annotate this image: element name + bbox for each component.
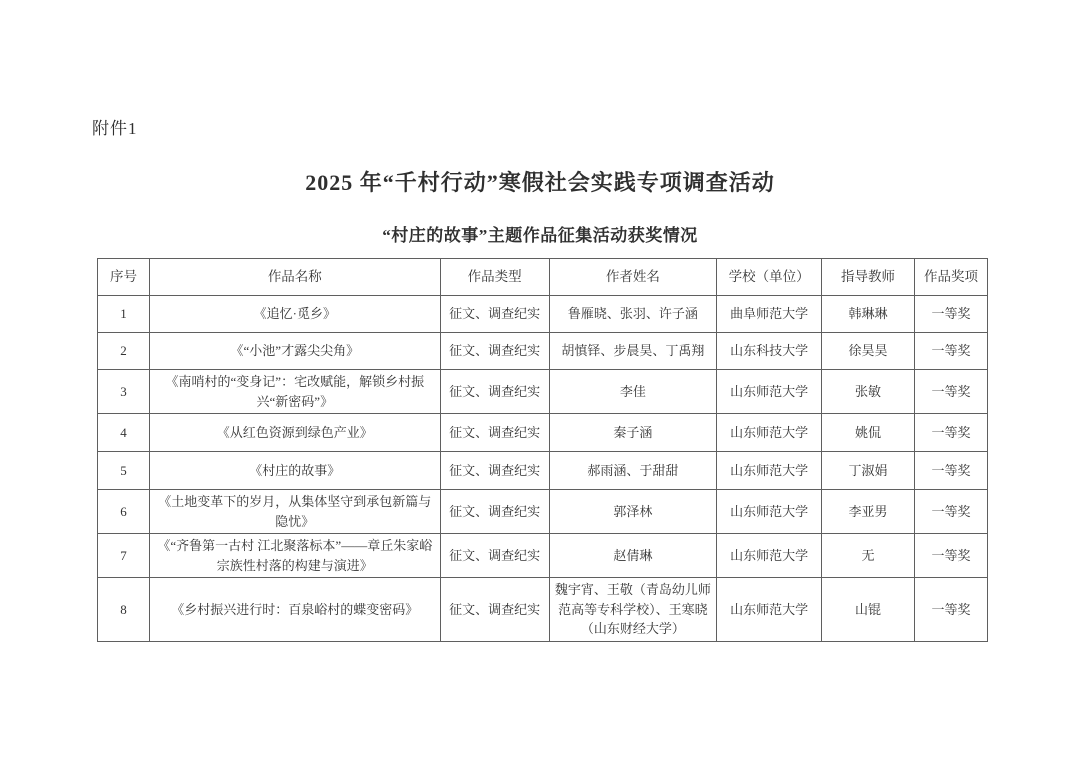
table-cell: 山东师范大学: [717, 578, 822, 642]
column-header: 作品奖项: [914, 259, 987, 296]
table-cell: 《南哨村的“变身记”：宅改赋能，解锁乡村振兴“新密码”》: [149, 370, 440, 414]
table-cell: 山东师范大学: [717, 534, 822, 578]
table-cell: 7: [98, 534, 150, 578]
table-cell: 征文、调查纪实: [440, 414, 549, 452]
table-cell: 3: [98, 370, 150, 414]
table-cell: 郝雨涵、于甜甜: [549, 452, 717, 490]
table-cell: 李亚男: [822, 490, 915, 534]
table-cell: 一等奖: [914, 578, 987, 642]
table-cell: 一等奖: [914, 452, 987, 490]
table-cell: 魏宇宵、王敬（青岛幼儿师范高等专科学校）、王寒晓（山东财经大学）: [549, 578, 717, 642]
table-cell: 《土地变革下的岁月，从集体坚守到承包新篇与隐忧》: [149, 490, 440, 534]
table-cell: 山锟: [822, 578, 915, 642]
table-cell: 山东科技大学: [717, 333, 822, 370]
column-header: 序号: [98, 259, 150, 296]
table-cell: 征文、调查纪实: [440, 333, 549, 370]
table-cell: 秦子涵: [549, 414, 717, 452]
table-row: [98, 490, 988, 534]
table-cell: 征文、调查纪实: [440, 296, 549, 333]
column-header: 作品名称: [149, 259, 440, 296]
column-header: 作品类型: [440, 259, 549, 296]
table-cell: 胡慎铎、步晨昊、丁禹翔: [549, 333, 717, 370]
table-cell: 无: [822, 534, 915, 578]
column-header: 学校（单位）: [717, 259, 822, 296]
table-cell: 5: [98, 452, 150, 490]
table-row: [98, 370, 988, 414]
table-cell: 赵倩琳: [549, 534, 717, 578]
table-cell: 一等奖: [914, 414, 987, 452]
table-cell: 《从红色资源到绿色产业》: [149, 414, 440, 452]
table-cell: 郭泽林: [549, 490, 717, 534]
table-row: [98, 452, 988, 490]
table-cell: 《“齐鲁第一古村 江北聚落标本”——章丘朱家峪宗族性村落的构建与演进》: [149, 534, 440, 578]
table-cell: 山东师范大学: [717, 414, 822, 452]
table-cell: 鲁雁晓、张羽、许子涵: [549, 296, 717, 333]
table-cell: 2: [98, 333, 150, 370]
table-cell: 张敏: [822, 370, 915, 414]
table-header-row: [98, 259, 988, 296]
table-cell: 山东师范大学: [717, 452, 822, 490]
table-cell: 征文、调查纪实: [440, 534, 549, 578]
table-cell: 山东师范大学: [717, 490, 822, 534]
table-cell: 《乡村振兴进行时：百泉峪村的蝶变密码》: [149, 578, 440, 642]
table-cell: 6: [98, 490, 150, 534]
table-cell: 8: [98, 578, 150, 642]
table-cell: 一等奖: [914, 534, 987, 578]
column-header: 作者姓名: [549, 259, 717, 296]
table-cell: 4: [98, 414, 150, 452]
table-cell: 一等奖: [914, 490, 987, 534]
table-cell: 《村庄的故事》: [149, 452, 440, 490]
table-cell: 征文、调查纪实: [440, 370, 549, 414]
table-cell: 征文、调查纪实: [440, 490, 549, 534]
table-cell: 李佳: [549, 370, 717, 414]
awards-table: [97, 258, 988, 642]
table-cell: 曲阜师范大学: [717, 296, 822, 333]
document-title: 2025 年“千村行动”寒假社会实践专项调查活动: [305, 170, 775, 195]
table-cell: 征文、调查纪实: [440, 452, 549, 490]
table-cell: 《“小池”才露尖尖角》: [149, 333, 440, 370]
table-cell: 1: [98, 296, 150, 333]
table-cell: 徐昊昊: [822, 333, 915, 370]
table-row: [98, 414, 988, 452]
table-cell: 一等奖: [914, 296, 987, 333]
table-cell: 丁淑娟: [822, 452, 915, 490]
attachment-label: 附件1: [92, 119, 138, 138]
table-cell: 姚侃: [822, 414, 915, 452]
document-subtitle: “村庄的故事”主题作品征集活动获奖情况: [382, 226, 698, 245]
table-row: [98, 578, 988, 642]
table-cell: 《追忆·觅乡》: [149, 296, 440, 333]
table-cell: 一等奖: [914, 370, 987, 414]
column-header: 指导教师: [822, 259, 915, 296]
table-cell: 一等奖: [914, 333, 987, 370]
table-row: [98, 534, 988, 578]
table-row: [98, 296, 988, 333]
table-cell: 山东师范大学: [717, 370, 822, 414]
table-row: [98, 333, 988, 370]
table-cell: 征文、调查纪实: [440, 578, 549, 642]
table-cell: 韩琳琳: [822, 296, 915, 333]
